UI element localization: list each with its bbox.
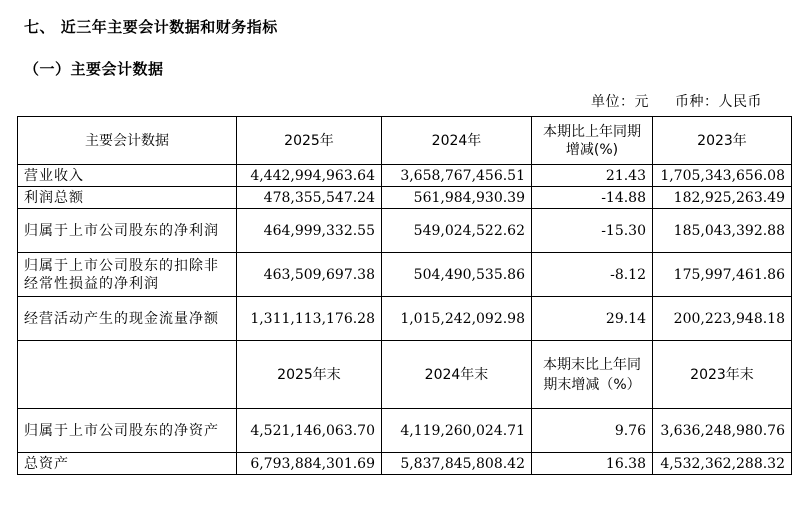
table-row	[18, 253, 792, 297]
table-header-row	[18, 341, 792, 409]
table-header-row	[18, 117, 792, 165]
header-cell: 2024年末	[382, 341, 532, 409]
table-row	[18, 165, 792, 187]
section-title: 七、 近三年主要会计数据和财务指标	[24, 18, 278, 36]
accounting-data-table	[17, 116, 792, 475]
value-cell: 1,311,113,176.28	[237, 297, 382, 341]
value-cell: 549,024,522.62	[382, 209, 532, 253]
unit-label: 单位：元	[591, 94, 649, 110]
change-cell: 9.76	[532, 409, 653, 453]
row-label: 利润总额	[18, 187, 237, 209]
header-cell: 本期比上年同期增减(%)	[532, 117, 653, 165]
change-cell: 21.43	[532, 165, 653, 187]
value-cell: 182,925,263.49	[653, 187, 792, 209]
table-row	[18, 409, 792, 453]
row-label: 营业收入	[18, 165, 237, 187]
header-cell: 2023年末	[653, 341, 792, 409]
row-label: 总资产	[18, 453, 237, 475]
table-row	[18, 453, 792, 475]
header-cell: 2025年末	[237, 341, 382, 409]
value-cell: 200,223,948.18	[653, 297, 792, 341]
value-cell: 1,015,242,092.98	[382, 297, 532, 341]
table-row	[18, 297, 792, 341]
change-cell: -8.12	[532, 253, 653, 297]
currency-label: 币种：人民币	[675, 94, 762, 110]
header-cell: 2024年	[382, 117, 532, 165]
value-cell: 4,119,260,024.71	[382, 409, 532, 453]
value-cell: 504,490,535.86	[382, 253, 532, 297]
subsection-title: （一）主要会计数据	[24, 60, 164, 78]
header-cell: 本期末比上年同期末增减（%）	[532, 341, 653, 409]
change-cell: -14.88	[532, 187, 653, 209]
value-cell: 4,442,994,963.64	[237, 165, 382, 187]
change-cell: -15.30	[532, 209, 653, 253]
value-cell: 478,355,547.24	[237, 187, 382, 209]
row-label: 归属于上市公司股东的净利润	[18, 209, 237, 253]
change-cell: 29.14	[532, 297, 653, 341]
change-cell: 16.38	[532, 453, 653, 475]
table-row	[18, 209, 792, 253]
row-label: 归属于上市公司股东的扣除非经常性损益的净利润	[18, 253, 237, 297]
value-cell: 5,837,845,808.42	[382, 453, 532, 475]
table-row	[18, 187, 792, 209]
value-cell: 3,658,767,456.51	[382, 165, 532, 187]
row-label: 归属于上市公司股东的净资产	[18, 409, 237, 453]
unit-line	[591, 91, 762, 111]
value-cell: 464,999,332.55	[237, 209, 382, 253]
value-cell: 4,532,362,288.32	[653, 453, 792, 475]
value-cell: 175,997,461.86	[653, 253, 792, 297]
value-cell: 463,509,697.38	[237, 253, 382, 297]
value-cell: 185,043,392.88	[653, 209, 792, 253]
header-cell: 2025年	[237, 117, 382, 165]
value-cell: 6,793,884,301.69	[237, 453, 382, 475]
value-cell: 1,705,343,656.08	[653, 165, 792, 187]
header-cell	[18, 341, 237, 409]
value-cell: 4,521,146,063.70	[237, 409, 382, 453]
header-cell: 2023年	[653, 117, 792, 165]
header-cell: 主要会计数据	[18, 117, 237, 165]
row-label: 经营活动产生的现金流量净额	[18, 297, 237, 341]
value-cell: 3,636,248,980.76	[653, 409, 792, 453]
value-cell: 561,984,930.39	[382, 187, 532, 209]
